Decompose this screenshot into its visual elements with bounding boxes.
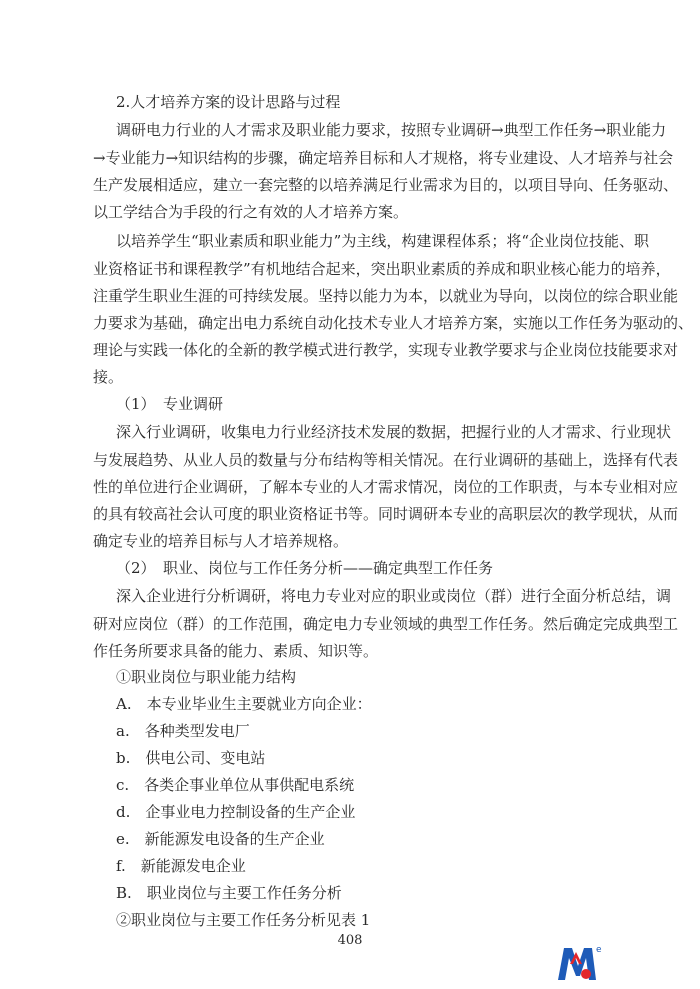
subsection-heading: （1） 专业调研 (116, 395, 224, 413)
paragraph-line: 理论与实践一体化的全新的教学模式进行教学，实现专业教学要求与企业岗位技能要求对 (93, 341, 679, 359)
paragraph-line: →专业能力→知识结构的步骤，确定培养目标和人才规格，将专业建设、人才培养与社会 (93, 149, 674, 167)
paragraph-line: 接。 (93, 368, 124, 386)
paragraph-line: 深入企业进行分析调研，将电力专业对应的职业或岗位（群）进行全面分析总结，调 (116, 587, 672, 605)
paragraph-line: 研对应岗位（群）的工作范围，确定电力专业领域的典型工作任务。然后确定完成典型工 (93, 615, 679, 633)
publisher-logo-icon (556, 942, 602, 982)
paragraph-line: 性的单位进行企业调研，了解本专业的人才需求情况，岗位的工作职责，与本专业相对应 (93, 478, 679, 496)
paragraph-line: 深入行业调研，收集电力行业经济技术发展的数据，把握行业的人才需求、行业现状 (116, 423, 672, 441)
paragraph-line: 业资格证书和课程教学”有机地结合起来，突出职业素质的养成和职业核心能力的培养， (93, 260, 671, 278)
paragraph-line: 以培养学生“职业素质和职业能力”为主线，构建课程体系；将“企业岗位技能、职 (116, 232, 650, 250)
page-number: 408 (337, 933, 363, 948)
list-item: A. 本专业毕业生主要就业方向企业： (116, 695, 372, 713)
list-item: f. 新能源发电企业 (116, 857, 246, 875)
subsection-heading: （2） 职业、岗位与工作任务分析——确定典型工作任务 (116, 559, 494, 577)
list-item: e. 新能源发电设备的生产企业 (116, 830, 325, 848)
svg-text:e: e (596, 945, 602, 955)
paragraph-line: 调研电力行业的人才需求及职业能力要求，按照专业调研→典型工作任务→职业能力 (116, 121, 667, 139)
paragraph-line: 生产发展相适应，建立一套完整的以培养满足行业需求为目的，以项目导向、任务驱动、 (93, 176, 679, 194)
paragraph-line: 的具有较高社会认可度的职业资格证书等。同时调研本专业的高职层次的教学现状，从而 (93, 505, 679, 523)
list-heading: ①职业岗位与职业能力结构 (116, 668, 297, 686)
list-heading: ②职业岗位与主要工作任务分析见表 1 (116, 911, 371, 929)
paragraph-line: 与发展趋势、从业人员的数量与分布结构等相关情况。在行业调研的基础上，选择有代表 (93, 451, 679, 469)
section-heading: 2.人才培养方案的设计思路与过程 (116, 93, 341, 111)
list-item: B. 职业岗位与主要工作任务分析 (116, 884, 342, 902)
paragraph-line: 力要求为基础，确定出电力系统自动化技术专业人才培养方案，实施以工作任务为驱动的、 (93, 314, 694, 332)
list-item: a. 各种类型发电厂 (116, 722, 250, 740)
paragraph-line: 确定专业的培养目标与人才培养规格。 (93, 532, 349, 550)
list-item: d. 企事业电力控制设备的生产企业 (116, 803, 356, 821)
list-item: c. 各类企事业单位从事供配电系统 (116, 776, 355, 794)
list-item: b. 供电公司、变电站 (116, 749, 266, 767)
paragraph-line: 以工学结合为手段的行之有效的人才培养方案。 (93, 203, 409, 221)
paragraph-line: 注重学生职业生涯的可持续发展。坚持以能力为本，以就业为导向，以岗位的综合职业能 (93, 287, 679, 305)
paragraph-line: 作任务所要求具备的能力、素质、知识等。 (93, 642, 379, 660)
